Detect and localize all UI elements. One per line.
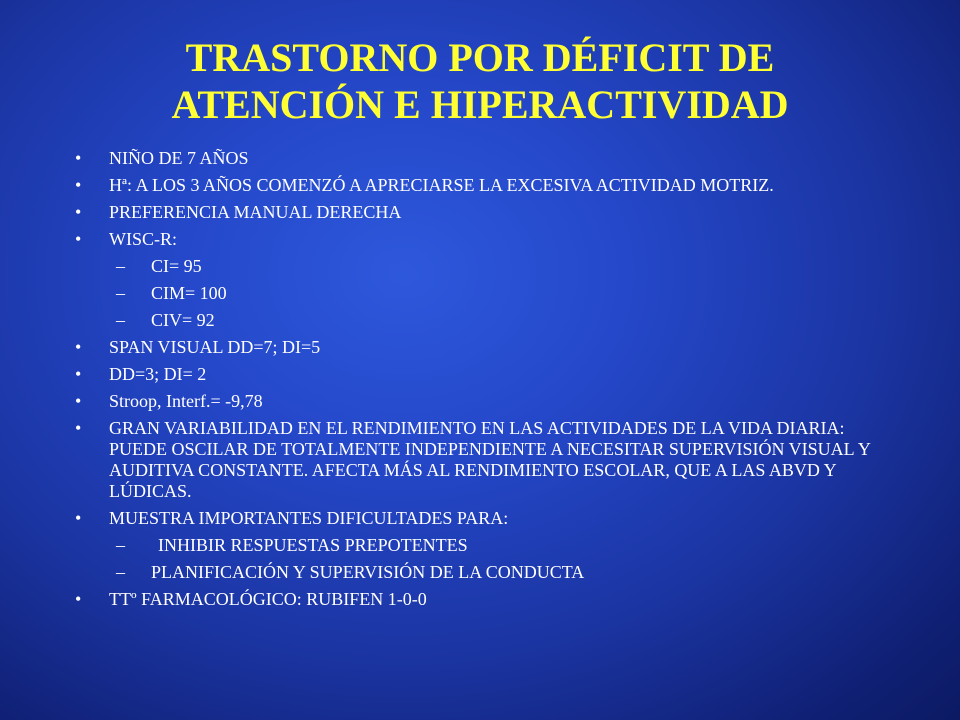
bullet-marker: • <box>75 508 82 528</box>
list-item-text: Stroop, Interf.= -9,78 <box>109 391 263 411</box>
bullet-list <box>75 148 875 616</box>
bullet-marker: • <box>75 589 82 609</box>
slide-title <box>0 34 960 128</box>
list-item-text: NIÑO DE 7 AÑOS <box>109 148 249 168</box>
bullet-marker: • <box>75 391 82 411</box>
list-item-text: MUESTRA IMPORTANTES DIFICULTADES PARA: <box>109 508 509 528</box>
sub-item-civ <box>75 310 875 331</box>
list-item-span-visual <box>75 337 875 358</box>
bullet-marker: • <box>75 148 82 168</box>
list-item-text: SPAN VISUAL DD=7; DI=5 <box>109 337 321 357</box>
list-item-history <box>75 175 875 196</box>
list-item-handedness <box>75 202 875 223</box>
list-item-text: PREFERENCIA MANUAL DERECHA <box>109 202 402 222</box>
slide-title-line-2: ATENCIÓN E HIPERACTIVIDAD <box>171 82 789 127</box>
dash-marker: – <box>116 562 125 582</box>
dash-marker: – <box>116 535 125 555</box>
sub-item-inhibit <box>75 535 875 556</box>
sub-item-text: CIV= 92 <box>151 310 215 330</box>
bullet-marker: • <box>75 175 82 195</box>
list-item-text: DD=3; DI= 2 <box>109 364 207 384</box>
dash-marker: – <box>116 256 125 276</box>
dash-marker: – <box>116 310 125 330</box>
list-item-treatment <box>75 589 875 610</box>
list-item-text: GRAN VARIABILIDAD EN EL RENDIMIENTO EN LAS ACTIVIDADES DE LA VIDA DIARIA: PUEDE OSCILAR DE TOTALMENTE INDEPENDIENTE A NECESITAR SUPERVISIÓN VISUAL Y AUDITIVA CONSTANTE. AFECTA MÁS AL RENDIMIENTO ESCOLAR, QUE A LAS ABVD Y LÚDICAS. <box>109 418 871 501</box>
list-item-variability <box>75 418 875 502</box>
sub-item-planning <box>75 562 875 583</box>
list-item-age <box>75 148 875 169</box>
bullet-marker: • <box>75 202 82 222</box>
sub-item-text: PLANIFICACIÓN Y SUPERVISIÓN DE LA CONDUCTA <box>151 562 585 582</box>
sub-item-cim <box>75 283 875 304</box>
list-item-text: WISC-R: <box>109 229 178 249</box>
bullet-marker: • <box>75 337 82 357</box>
dash-marker: – <box>116 283 125 303</box>
list-item-digits <box>75 364 875 385</box>
slide-title-line-1: TRASTORNO POR DÉFICIT DE <box>185 35 775 80</box>
list-item-wisc <box>75 229 875 250</box>
bullet-marker: • <box>75 418 82 438</box>
sub-item-text: INHIBIR RESPUESTAS PREPOTENTES <box>158 535 468 555</box>
sub-item-text: CI= 95 <box>151 256 202 276</box>
bullet-marker: • <box>75 229 82 249</box>
list-item-text: TTº FARMACOLÓGICO: RUBIFEN 1-0-0 <box>109 589 427 609</box>
sub-item-text: CIM= 100 <box>151 283 227 303</box>
list-item-text: Hª: A LOS 3 AÑOS COMENZÓ A APRECIARSE LA EXCESIVA ACTIVIDAD MOTRIZ. <box>109 175 774 195</box>
bullet-marker: • <box>75 364 82 384</box>
list-item-stroop <box>75 391 875 412</box>
list-item-difficulties <box>75 508 875 529</box>
sub-item-ci <box>75 256 875 277</box>
